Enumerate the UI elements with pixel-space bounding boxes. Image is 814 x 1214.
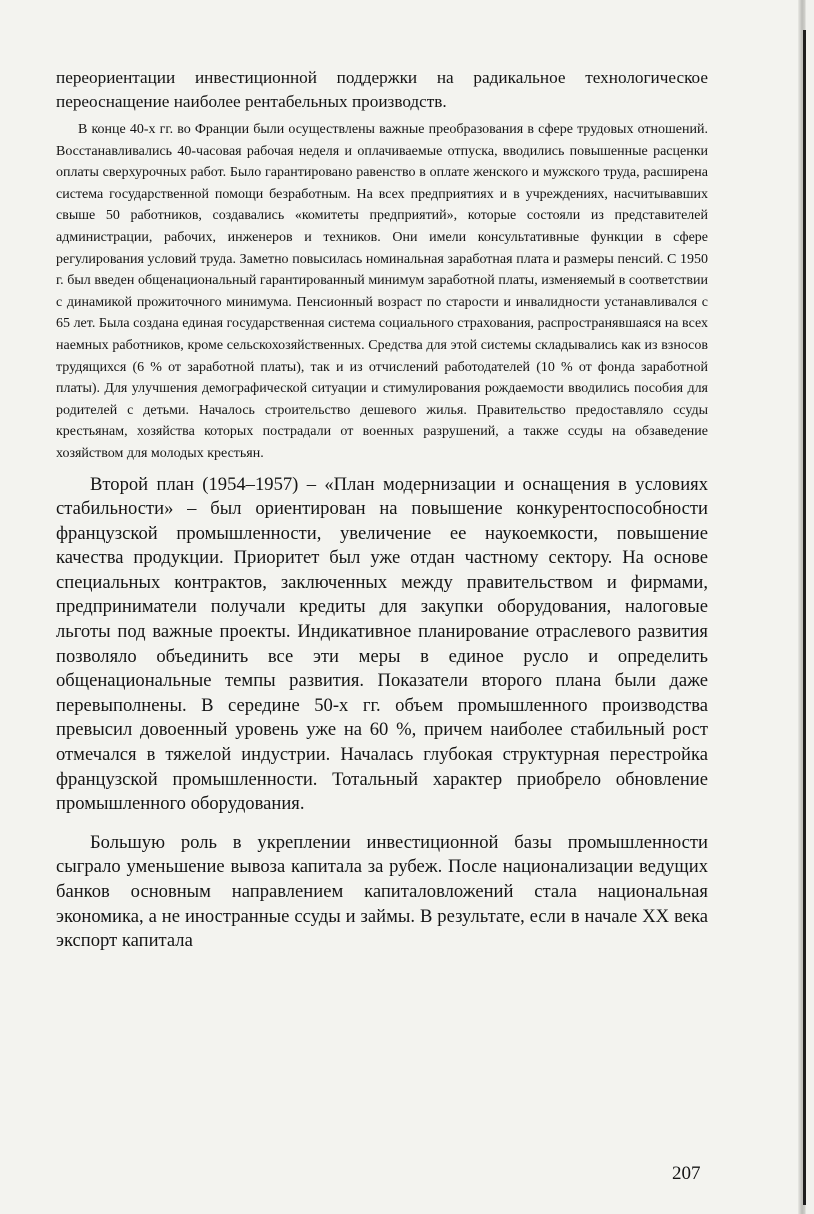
page-number: 207 (672, 1163, 701, 1184)
paragraph-labor-reforms: В конце 40-х гг. во Франции были осуществлены важные преобразования в сфере трудовых отношений. Восстанавливались 40-часовая рабочая неделя и оплачиваемые отпуска, вводились повышенные расценки оплаты сверхурочных работ. Было гарантировано равенство в оплате женского и мужского труда, расширена система государственной помощи безработным. На всех предприятиях и в учреждениях, насчитывавших свыше 50 работников, создавались «комитеты предприятий», которые состояли из представителей администрации, рабочих, инженеров и техников. Они имели консультативные функции в сфере регулирования условий труда. Заметно повысилась номинальная заработная плата и размеры пенсий. С 1950 г. был введен общенациональный гарантированный минимум заработной платы, изменяемый в соответствии с динамикой прожиточного минимума. Пенсионный возраст по старости и инвалидности устанавливался с 65 лет. Была создана единая государственная система социального страхования, распространявшаяся на всех наемных работников, кроме сельскохозяйственных. Средства для этой системы складывались как из взносов трудящихся (6 % от заработной платы), так и из отчислений работодателей (10 % от фонда заработной платы). Для улучшения демографической ситуации и стимулирования рождаемости вводились пособия для родителей с детьми. Началось строительство дешевого жилья. Правительство предоставляло ссуды крестьянам, хозяйства которых пострадали от военных разрушений, а также ссуды на обзаведение хозяйством для молодых крестьян. (56, 122, 708, 461)
paragraph-second-plan: Второй план (1954–1957) – «План модернизации и оснащения в условиях стабильности» – был ориентирован на повышение конкурентоспособности французской промышленности, увеличение ее наукоемкости, повышение качества продукции. Приоритет был уже отдан частному сектору. На основе специальных контрактов, заключенных между правительством и фирмами, предприниматели получали кредиты для закупки оборудования, налоговые льготы под важные проекты. Индикативное планирование отраслевого развития позволяло объединить все эти меры в единое русло и определить общенациональные темпы развития. Показатели второго плана были даже перевыполнены. В середине 50-х гг. объем промышленного производства превысил довоенный уровень уже на 60 %, причем наиболее стабильный рост отмечался в тяжелой индустрии. Началась глубокая структурная перестройка французской промышленности. Тотальный характер приобрело обновление промышленного оборудования. (56, 473, 708, 815)
page-text-block (56, 66, 708, 954)
paragraph-continuation: переориентации инвестиционной поддержки на радикальное технологическое переоснащение наиболее рентабельных производств. (56, 68, 708, 111)
paragraph-capital-export: Большую роль в укреплении инвестиционной базы промышленности сыграло уменьшение вывоза капитала за рубеж. После национализации ведущих банков основным направлением капиталовложений стала национальная экономика, а не иностранные ссуды и займы. В результате, если в начале XX века экспорт капитала (56, 831, 708, 952)
book-spine-shadow (798, 0, 814, 1214)
scan-edge-line (803, 30, 806, 1205)
